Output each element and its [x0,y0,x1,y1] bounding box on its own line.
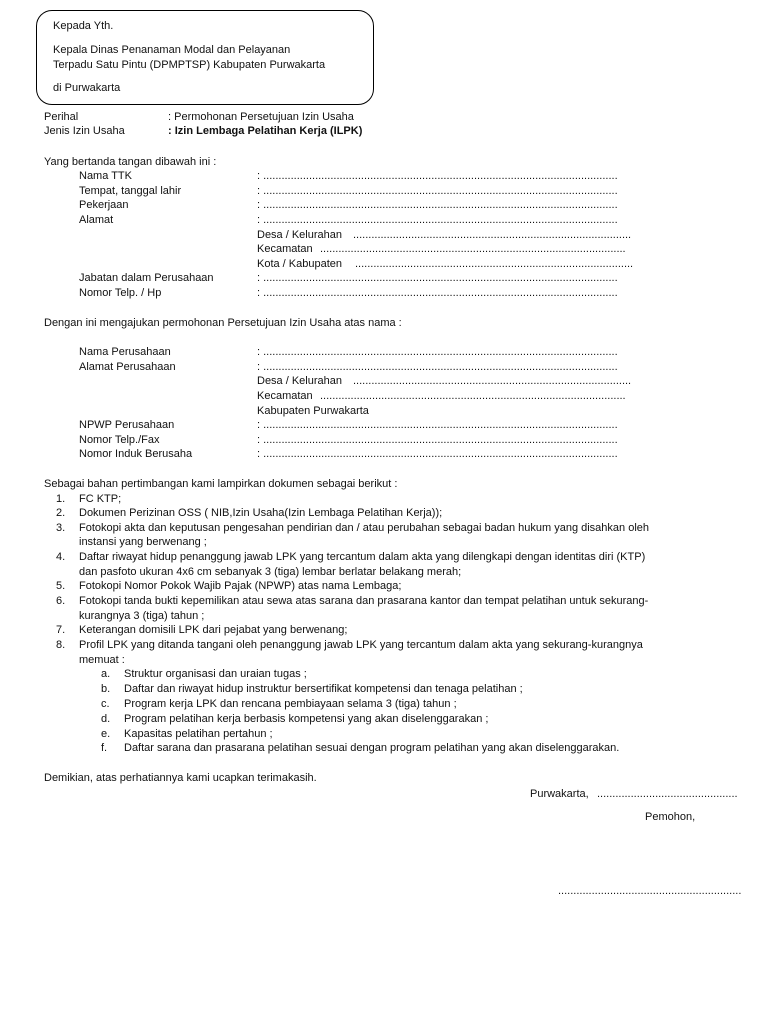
sub-list-item: Daftar sarana dan prasarana pelatihan sesuai dengan program pelatihan yang akan diselenggarakan. [124,742,620,754]
company-kecamatan-field[interactable]: .................................................................................................... [320,390,626,402]
list-number: 7. [56,624,66,636]
list-number: 3. [56,522,66,534]
list-item: Daftar riwayat hidup penanggung jawab LPK yang tercantum dalam akta yang dilengkapi dengan identitas diri (KTP) [79,551,646,563]
applicant-ttl-field[interactable]: : .................................................................................................................... [257,185,618,197]
date-field[interactable]: .............................................. [597,788,738,800]
perihal-label: Perihal [44,111,79,123]
company-nama-field[interactable]: : .................................................................................................................... [257,346,618,358]
applicant-desa-field[interactable]: ........................................................................................... [353,229,632,241]
company-desa-field[interactable]: ........................................................................................... [353,375,632,387]
list-item: Fotokopi tanda bukti kepemilikan atau sewa atas sarana dan prasarana kantor dan tempat pelatihan untuk sekurang- [79,595,649,607]
sub-list-item: Program pelatihan kerja berbasis kompetensi yang akan diselenggarakan ; [124,713,489,725]
signature-line[interactable]: ............................................................ [558,885,742,897]
company-npwp-field[interactable]: : .................................................................................................................... [257,419,618,431]
recipient-address-box [36,10,374,105]
sub-list-letter: e. [101,728,111,740]
company-nib-label: Nomor Induk Berusaha [79,448,193,460]
applicant-ttl-label: Tempat, tanggal lahir [79,185,182,197]
sub-list-letter: b. [101,683,111,695]
address-line-1: Kepala Dinas Penanaman Modal dan Pelayanan [53,44,291,56]
applicant-jabatan-label: Jabatan dalam Perusahaan [79,272,214,284]
applicant-kecamatan-field[interactable]: .................................................................................................... [320,243,626,255]
company-nama-label: Nama Perusahaan [79,346,171,358]
applicant-kota-field[interactable]: ........................................................................................... [355,258,634,270]
list-number: 8. [56,639,66,651]
list-number: 4. [56,551,66,563]
applicant-alamat-label: Alamat [79,214,114,226]
applicant-kota-label: Kota / Kabupaten [257,258,343,270]
company-npwp-label: NPWP Perusahaan [79,419,175,431]
address-line-2: Terpadu Satu Pintu (DPMPTSP) Kabupaten Purwakarta [53,59,326,71]
list-item-continued: dan pasfoto ukuran 4x6 cm sebanyak 3 (tiga) lembar berlatar belakang merah; [79,566,462,578]
perihal-value: : Permohonan Persetujuan Izin Usaha [168,111,354,123]
company-alamat-field[interactable]: : .................................................................................................................... [257,361,618,373]
list-item: Keterangan domisili LPK dari pejabat yang berwenang; [79,624,348,636]
company-kabupaten-label: Kabupaten Purwakarta [257,405,369,417]
list-item-continued: memuat : [79,654,125,666]
sub-list-item: Program kerja LPK dan rencana pembiayaan selama 3 (tiga) tahun ; [124,698,457,710]
list-item-continued: kurangnya 3 (tiga) tahun ; [79,610,205,622]
applicant-nama-field[interactable]: : .................................................................................................................... [257,170,618,182]
list-item: Fotokopi akta dan keputusan pengesahan pendirian dan / atau perubahan sebagai badan hukum yang disahkan oleh [79,522,649,534]
applicant-desa-label: Desa / Kelurahan [257,229,342,241]
list-item: Dokumen Perizinan OSS ( NIB,Izin Usaha(Izin Lembaga Pelatihan Kerja)); [79,507,443,519]
list-item: Fotokopi Nomor Pokok Wajib Pajak (NPWP) atas nama Lembaga; [79,580,402,592]
sub-list-letter: d. [101,713,111,725]
company-kecamatan-label: Kecamatan [257,390,313,402]
jenis-izin-value: : Izin Lembaga Pelatihan Kerja (ILPK) [168,125,363,137]
attachments-intro: Sebagai bahan pertimbangan kami lampirkan dokumen sebagai berikut : [44,478,398,490]
closing-text: Demikian, atas perhatiannya kami ucapkan terimakasih. [44,772,317,784]
sub-list-item: Daftar dan riwayat hidup instruktur bersertifikat kompetensi dan tenaga pelatihan ; [124,683,523,695]
company-telp-field[interactable]: : .................................................................................................................... [257,434,618,446]
company-telp-label: Nomor Telp./Fax [79,434,160,446]
company-intro: Dengan ini mengajukan permohonan Persetujuan Izin Usaha atas nama : [44,317,402,329]
applicant-alamat-field[interactable]: : .................................................................................................................... [257,214,618,226]
sub-list-item: Kapasitas pelatihan pertahun ; [124,728,273,740]
applicant-telp-field[interactable]: : .................................................................................................................... [257,287,618,299]
applicant-jabatan-field[interactable]: : .................................................................................................................... [257,272,618,284]
list-item: Profil LPK yang ditanda tangani oleh penanggung jawab LPK yang tercantum dalam akta yang sekurang-kurangnya [79,639,643,651]
company-desa-label: Desa / Kelurahan [257,375,342,387]
sub-list-item: Struktur organisasi dan uraian tugas ; [124,668,307,680]
applicant-intro: Yang bertanda tangan dibawah ini : [44,156,217,168]
list-item: FC KTP; [79,493,122,505]
address-city: di Purwakarta [53,82,121,94]
company-nib-field[interactable]: : .................................................................................................................... [257,448,618,460]
list-number: 6. [56,595,66,607]
list-number: 2. [56,507,66,519]
jenis-izin-label: Jenis Izin Usaha [44,125,125,137]
list-number: 5. [56,580,66,592]
company-alamat-label: Alamat Perusahaan [79,361,176,373]
applicant-pekerjaan-field[interactable]: : .................................................................................................................... [257,199,618,211]
pemohon-label: Pemohon, [645,811,696,823]
applicant-nama-label: Nama TTK [79,170,132,182]
applicant-telp-label: Nomor Telp. / Hp [79,287,162,299]
sub-list-letter: a. [101,668,111,680]
applicant-kecamatan-label: Kecamatan [257,243,313,255]
list-item-continued: instansi yang berwenang ; [79,536,207,548]
sub-list-letter: f. [101,742,108,754]
list-number: 1. [56,493,66,505]
sub-list-letter: c. [101,698,110,710]
applicant-pekerjaan-label: Pekerjaan [79,199,129,211]
address-to: Kepada Yth. [53,20,114,32]
place-date-label: Purwakarta, [530,788,589,800]
